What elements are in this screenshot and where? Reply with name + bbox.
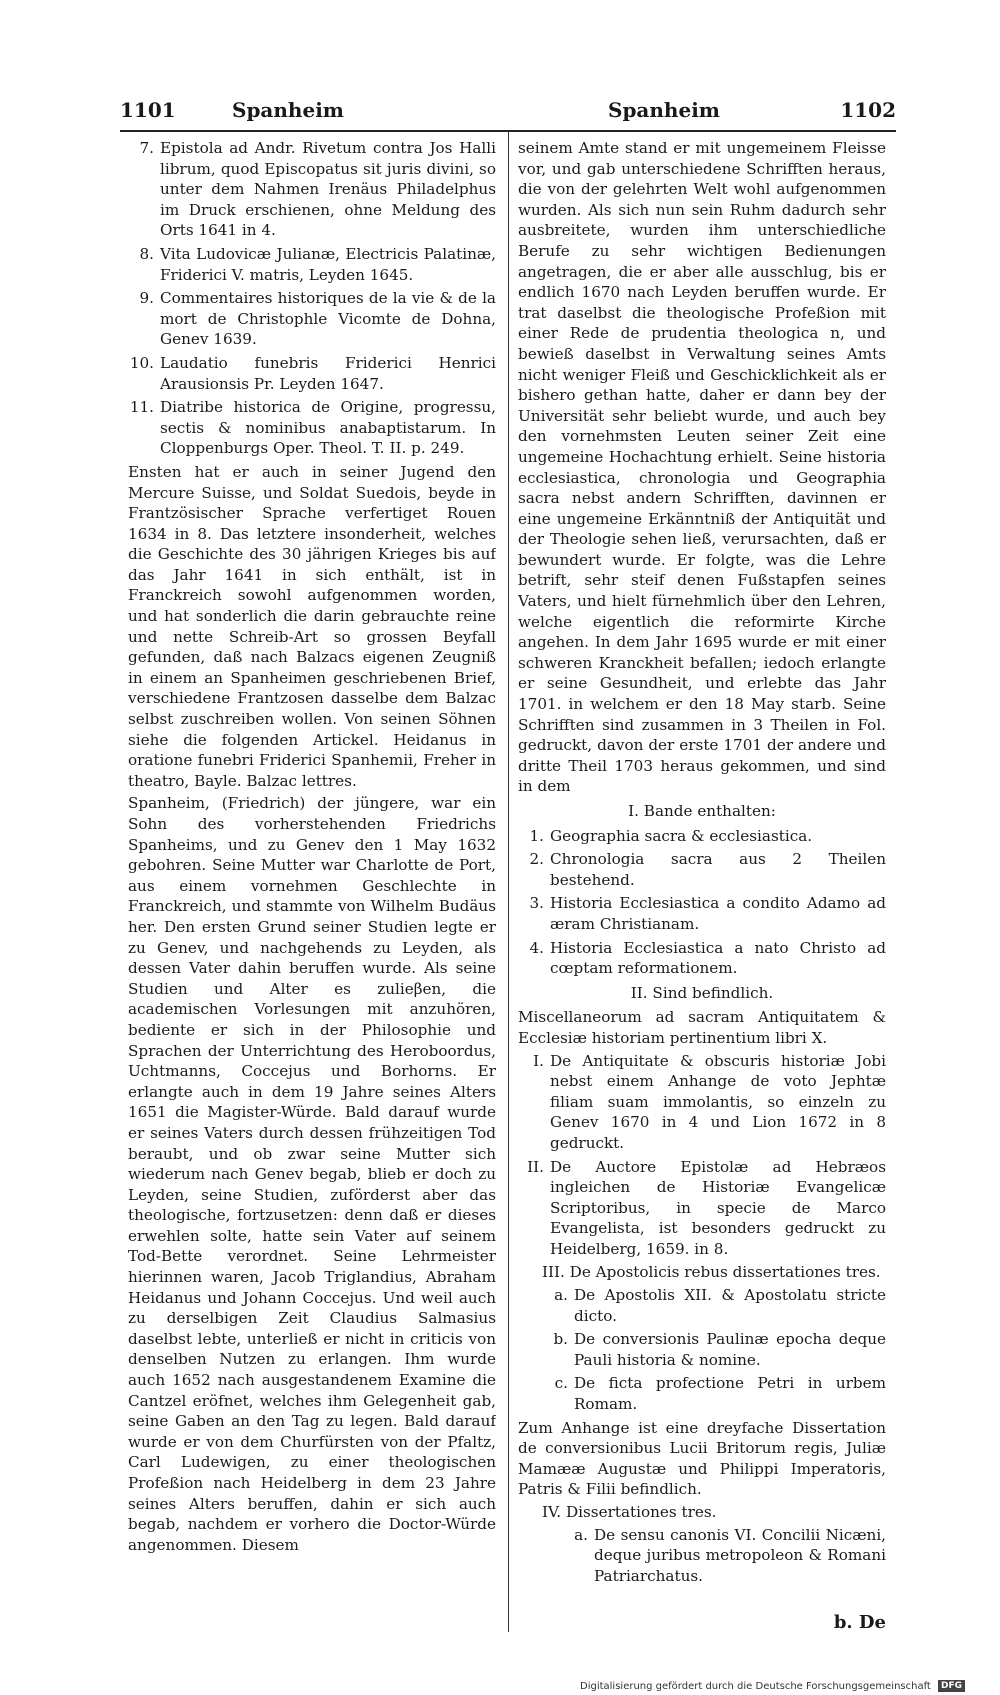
list-item bbox=[518, 938, 886, 979]
volume2-list bbox=[518, 1051, 886, 1260]
item-text: Laudatio funebris Friderici Henrici Arausionsis Pr. Leyden 1647. bbox=[160, 353, 496, 393]
column-number-right: 1102 bbox=[840, 98, 896, 122]
item-number: c. bbox=[554, 1374, 568, 1393]
item-number: 3. bbox=[529, 894, 544, 913]
entry-paragraph: Spanheim, (Friedrich) der jüngere, war ein Sohn des vorherstehenden Friedrichs Spanheims, und zu Genev den 1 May 1632 gebohren. Seine Mutter war Charlotte de Port, aus einem vornehmen Geschlechte in Franckreich, und stammte von Wilhelm Budäus her. Den ersten Grund seiner Studien legte er zu Genev, und nachgehends zu Leyden, als dessen Vater dahin beruffen wurde. Als seine Studien und Alter es zulieβen, die academischen Vorlesungen mit anzuhören, bediente er sich in der Philosophie und Sprachen der Unterrichtung des Heroboordus, Uchtmanns, Coccejus und Borhorns. Er erlangte auch in dem 19 Jahre seines Alters 1651 die Magister-Würde. Bald darauf wurde er seines Vaters durch dessen frühzeitigen Tod beraubt, und ob zwar seine Mutter sich wiederum nach Genev begab, blieb er doch zu Leyden, seine Studien, zuförderst aber das theologische, fortzusetzen: denn daß er dieses erwehlen solte, hatte sein Vater auf seinem Tod-Bette verordnet. Seine Lehrmeister hierinnen waren, Jacob Triglandius, Abraham Heidanus und Johann Coccejus. Und weil auch zu derselbigen Zeit Claudius Salmasius daselbst lebte, unterließ er nicht in criticis von denselben Nutzen zu erlangen. Ihm wurde auch 1652 nach ausgestandenem Examine die Cantzel eröfnet, welches ihm Gelegenheit gab, seine Gaben an den Tag zu legen. Bald darauf wurde er von dem Churfürsten von der Pfaltz, Carl Ludewigen, zu einer theologischen Profeßion nach Heidelberg in dem 23 Jahre seines Alters beruffen, dahin er sich auch begab, nachdem er vorhero die Doctor-Würde angenommen. Diesem bbox=[128, 794, 496, 1554]
list-item bbox=[542, 1285, 886, 1326]
dissertations-list-iv bbox=[562, 1525, 886, 1587]
credit-text: Digitalisierung gefördert durch die Deutsche Forschungsgemeinschaft bbox=[580, 1681, 931, 1692]
item-number: 2. bbox=[529, 850, 544, 869]
item-text: De Antiquitate & obscuris historiæ Jobi nebst einem Anhange de voto Jephtæ filiam suam immolantis, so einzeln zu Genev 1670 in 4 und Lion 1672 in 8 gedruckt. bbox=[550, 1051, 886, 1152]
list-item bbox=[128, 138, 496, 241]
item-number: 9. bbox=[139, 289, 154, 308]
item-number: 1. bbox=[529, 826, 544, 845]
works-list bbox=[128, 138, 496, 459]
item-text: De conversionis Paulinæ epocha deque Pauli historia & nomine. bbox=[574, 1330, 886, 1369]
left-column bbox=[128, 138, 496, 1632]
dfg-logo: DFG bbox=[938, 1680, 965, 1692]
item-text: Historia Ecclesiastica a condito Adamo ad æram Christianam. bbox=[550, 894, 886, 933]
list-item bbox=[562, 1525, 886, 1587]
list-item bbox=[542, 1329, 886, 1370]
list-item bbox=[128, 244, 496, 285]
running-title-right: Spanheim bbox=[608, 98, 720, 122]
running-title-left: Spanheim bbox=[232, 98, 344, 122]
item-number: 7. bbox=[139, 139, 154, 157]
list-item bbox=[518, 893, 886, 934]
item-number: b. bbox=[553, 1330, 568, 1349]
section-intro: Miscellaneorum ad sacram Antiquitatem & Ecclesiæ historiam pertinentium libri X. bbox=[518, 1008, 886, 1047]
item-text: Geographia sacra & ecclesiastica. bbox=[550, 826, 813, 845]
item-text: De sensu canonis VI. Concilii Nicæni, deque juribus metropoleon & Romani Patriarchatus. bbox=[594, 1525, 886, 1585]
body-paragraph: Ensten hat er auch in seiner Jugend den Mercure Suisse, und Soldat Suedois, beyde in Frantzösischer Sprache verfertiget Rouen 1634 in 8. Das letztere insonderheit, welches die Geschichte des 30 jährigen Krieges bis auf das Jahr 1641 in sich enthält, ist in Franckreich sowohl aufgenommen worden, und hat sonderlich die darin gebrauchte reine und nette Schreib-Art so grossen Beyfall gefunden, daß nach Balzacs eigenen Zeugniß in einem an Spanheimen geschriebenen Brief, verschiedene Frantzosen dasselbe dem Balzac selbst zuschreiben wollen. Von seinen Söhnen siehe die folgenden Artickel. Heidanus in oratione funebri Friderici Spanhemii, Freher in theatro, Bayle. Balzac lettres. bbox=[128, 462, 496, 790]
section-heading: I. Bande enthalten: bbox=[628, 802, 776, 820]
list-item bbox=[128, 288, 496, 350]
item-number: a. bbox=[554, 1286, 568, 1305]
item-text: Vita Ludovicæ Julianæ, Electricis Palatinæ, Friderici V. matris, Leyden 1645. bbox=[160, 244, 496, 284]
list-item bbox=[128, 397, 496, 459]
list-item bbox=[518, 826, 886, 847]
column-number-left: 1101 bbox=[120, 98, 176, 122]
right-column bbox=[518, 138, 886, 1632]
running-header bbox=[120, 92, 896, 132]
list-item bbox=[518, 1157, 886, 1260]
item-number: 4. bbox=[529, 938, 544, 957]
book-page bbox=[120, 92, 896, 1632]
digitization-credit bbox=[580, 1680, 963, 1694]
section-heading: III. De Apostolicis rebus dissertationes tres. bbox=[542, 1263, 881, 1282]
item-number: I. bbox=[533, 1051, 544, 1070]
list-item bbox=[518, 1051, 886, 1154]
item-number: 10. bbox=[129, 353, 154, 372]
column-divider bbox=[508, 132, 509, 1632]
appendix-note: Zum Anhange ist eine dreyfache Dissertation de conversionibus Lucii Britorum regis, Juliæ Mamææ Augustæ und Philippi Imperatoris, Patris & Filii befindlich. bbox=[518, 1418, 886, 1499]
volume1-list bbox=[518, 826, 886, 979]
item-text: De Apostolis XII. & Apostolatu stricte dicto. bbox=[574, 1286, 886, 1325]
list-item bbox=[542, 1373, 886, 1414]
item-number: a. bbox=[574, 1525, 588, 1544]
item-text: De ficta profectione Petri in urbem Romam. bbox=[574, 1374, 886, 1414]
item-text: Historia Ecclesiastica a nato Christo ad cœptam reformationem. bbox=[550, 938, 886, 978]
section-heading: II. Sind befindlich. bbox=[630, 983, 774, 1002]
item-text: Chronologia sacra aus 2 Theilen bestehend. bbox=[550, 850, 886, 889]
item-text: Epistola ad Andr. Rivetum contra Jos Halli librum, quod Episcopatus sit juris divini, so unter dem Nahmen Irenäus Philadelphus im Druck erschienen, ohne Meldung des Orts 1641 in 4. bbox=[160, 139, 496, 240]
item-text: Commentaires historiques de la vie & de la mort de Christophle Vicomte de Dohna, Genev 1639. bbox=[160, 289, 496, 349]
list-item bbox=[128, 353, 496, 394]
catchword: b. De bbox=[833, 1612, 886, 1632]
item-number: 11. bbox=[129, 398, 154, 417]
section-heading: IV. Dissertationes tres. bbox=[542, 1503, 717, 1521]
item-number: II. bbox=[527, 1157, 544, 1176]
body-paragraph: seinem Amte stand er mit ungemeinem Fleisse vor, und gab unterschiedene Schrifften heraus, die von der gelehrten Welt wohl aufgenommen wurden. Als sich nun sein Ruhm dadurch sehr ausbreitete, wurden ihm unterschiedliche Berufe zu sehr wichtigen Bedienungen angetragen, die er aber alle ausschlug, bis er endlich 1670 nach Leyden beruffen wurde. Er trat daselbst die theologische Profeßion mit einer Rede de prudentia theologica n, und bewieß daselbst in Verwaltung seines Amts nicht weniger Fleiß und Geschicklichkeit als er bishero gethan hatte, daher er dann bey der Universität sehr beliebt wurde, und auch bey den vornehmsten Leuten seiner Zeit eine ungemeine Hochachtung erhielt. Seine historia ecclesiastica, chronologia und Geographia sacra nebst andern Schrifften, davinnen er eine ungemeine Erkänntniß der Antiquität und der Theologie sehen ließ, verursachten, daß er bewundert wurde. Er folgte, was die Lehre betrift, sehr steif denen Fußstapfen seines Vaters, und hielt fürnehmlich über den Lehren, welche eigentlich die reformirte Kirche angehen. In dem Jahr 1695 wurde er mit einer schweren Kranckheit befallen; iedoch erlangte er seine Gesundheit, und erlebte das Jahr 1701. in welchem er den 18 May starb. Seine Schrifften sind zusammen in 3 Theilen in Fol. gedruckt, davon der erste 1701 der andere und dritte Theil 1703 heraus gekommen, und sind in dem bbox=[518, 139, 886, 796]
dissertations-list bbox=[542, 1285, 886, 1415]
item-number: 8. bbox=[139, 244, 154, 263]
item-text: De Auctore Epistolæ ad Hebræos ingleichen de Historiæ Evangelicæ Scriptoribus, in specie de Marco Evangelista, ist besonders gedruckt zu Heidelberg, 1659. in 8. bbox=[550, 1157, 886, 1258]
item-text: Diatribe historica de Origine, progressu, sectis & nominibus anabaptistarum. In Cloppenburgs Oper. Theol. T. II. p. 249. bbox=[160, 398, 496, 458]
list-item bbox=[518, 849, 886, 890]
